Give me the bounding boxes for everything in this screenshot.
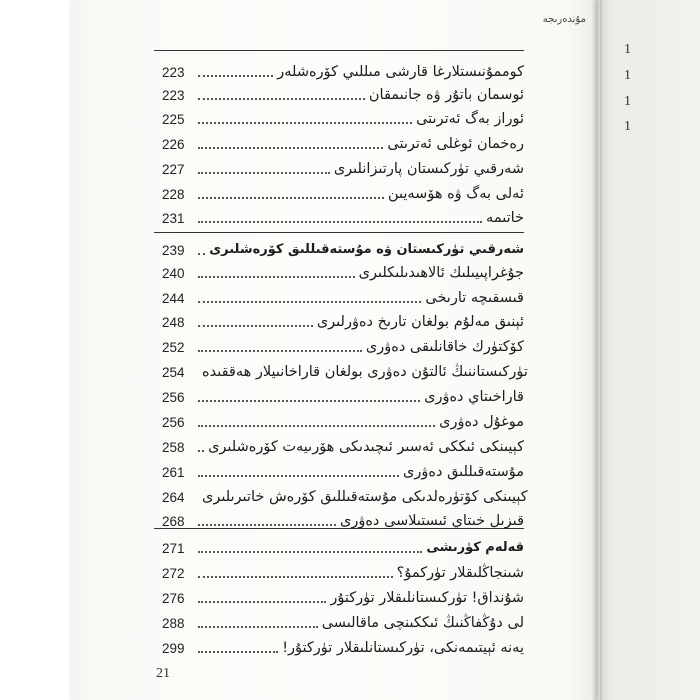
toc-entry bbox=[162, 105, 524, 129]
toc-title: كېيىنكى ئىككى ئەسىر ئىچىدىكى ھۆرىيەت كۆرەشلىرى bbox=[208, 439, 524, 455]
toc-title: جۇغراپىيىلىك ئالاھىدىلىكلىرى bbox=[358, 265, 524, 281]
toc-page-number: 299 bbox=[162, 641, 185, 656]
toc-title: قاراخىتاي دەۋرى bbox=[424, 389, 524, 405]
toc-page-number: 223 bbox=[162, 88, 185, 103]
toc-title: مۇستەقىللىق دەۋرى bbox=[403, 464, 524, 480]
toc-title: شىنجاڭلىقلار تۈركمۇ؟ bbox=[396, 565, 524, 581]
toc-entry bbox=[162, 458, 524, 482]
dot-leader bbox=[198, 550, 422, 553]
toc-page-number: 223 bbox=[162, 65, 185, 80]
dot-leader bbox=[198, 146, 383, 149]
toc-page-number: 261 bbox=[162, 465, 185, 480]
toc-page-number: 264 bbox=[162, 490, 185, 505]
dot-leader bbox=[198, 424, 435, 427]
book-spine bbox=[592, 0, 602, 700]
toc-title: قىزىل خىتاي ئىستىلاسى دەۋرى bbox=[339, 513, 524, 529]
toc-entry bbox=[162, 204, 524, 228]
toc-entry bbox=[162, 284, 524, 308]
toc-entry bbox=[162, 81, 524, 105]
toc-entry bbox=[162, 433, 524, 457]
toc-page-number: 258 bbox=[162, 440, 185, 455]
toc-title: رەخمان ئوغلى ئەترىتى bbox=[387, 136, 524, 152]
toc-title: قىسقىچە تارىخى bbox=[425, 290, 524, 306]
toc-title: شۇنداق! تۈركىستانلىقلار تۈركتۇر bbox=[330, 590, 524, 606]
toc-entry bbox=[162, 308, 524, 332]
toc-entry bbox=[162, 408, 524, 432]
toc-title: خاتىمە bbox=[486, 210, 524, 226]
toc-page-number: 252 bbox=[162, 340, 185, 355]
toc-title: ئېنىق مەلۇم بولغان تارىخ دەۋرلىرى bbox=[316, 314, 524, 330]
toc-page-number: 268 bbox=[162, 514, 185, 529]
toc-title: شەرقىي تۈركىستان پارتىزانلىرى bbox=[333, 161, 524, 177]
toc-page-number: 226 bbox=[162, 137, 185, 152]
facing-page-fragment: 1 bbox=[624, 94, 631, 109]
toc-page-number: 271 bbox=[162, 541, 185, 556]
toc-page-number: 272 bbox=[162, 566, 185, 581]
toc-entry bbox=[162, 358, 528, 382]
toc-page-number: 254 bbox=[162, 365, 185, 380]
toc-section-heading bbox=[162, 534, 524, 558]
toc-page-number: 240 bbox=[162, 266, 185, 281]
toc-title: كېيىنكى كۆتۈرەلدىكى مۇستەقىللىق كۆرەش خاتىرىلىرى bbox=[202, 489, 528, 505]
dot-leader bbox=[198, 74, 273, 77]
facing-page-edge bbox=[600, 0, 700, 700]
toc-section-heading bbox=[162, 236, 524, 260]
toc-entry bbox=[162, 609, 524, 633]
toc-page-number: 244 bbox=[162, 291, 185, 306]
toc-entry bbox=[162, 155, 524, 179]
dot-leader bbox=[198, 625, 318, 628]
toc-title: ئوسمان باتۇر ۋە جانىمقان bbox=[368, 87, 524, 103]
toc-page-number: 239 bbox=[162, 243, 185, 258]
dot-leader bbox=[198, 324, 313, 327]
toc-page-number: 231 bbox=[162, 211, 185, 226]
dot-leader bbox=[198, 575, 393, 578]
dot-leader bbox=[198, 600, 326, 603]
dot-leader bbox=[198, 97, 365, 100]
toc-page-number: 248 bbox=[162, 315, 185, 330]
toc-page-number: 276 bbox=[162, 591, 185, 606]
dot-leader bbox=[198, 449, 204, 452]
toc-title: كۆكتۈرك خاقانلىقى دەۋرى bbox=[365, 339, 524, 355]
toc-entry bbox=[162, 58, 524, 82]
facing-page-fragment: 1 bbox=[624, 68, 631, 83]
dot-leader bbox=[198, 171, 330, 174]
toc-title: لى دۇڭفاڭنىڭ ئىككىنچى ماقالىسى bbox=[321, 615, 524, 631]
toc-page-number: 227 bbox=[162, 162, 185, 177]
page-number: 21 bbox=[156, 666, 170, 681]
toc-page-number: 256 bbox=[162, 415, 185, 430]
toc-entry bbox=[162, 180, 524, 204]
toc-entry bbox=[162, 584, 524, 608]
toc-entry bbox=[162, 333, 524, 357]
dot-leader bbox=[198, 300, 421, 303]
dot-leader bbox=[198, 196, 384, 199]
dot-leader bbox=[198, 220, 482, 223]
dot-leader bbox=[198, 523, 336, 526]
dot-leader bbox=[198, 474, 399, 477]
dot-leader bbox=[198, 121, 412, 124]
section-rule bbox=[154, 232, 524, 233]
facing-page-fragment: 1 bbox=[624, 119, 631, 134]
toc-entry bbox=[162, 559, 524, 583]
dot-leader bbox=[198, 252, 205, 255]
dot-leader bbox=[198, 275, 355, 278]
toc-title: ئوراز بەگ ئەترىتى bbox=[416, 111, 524, 127]
toc-title: موغۇل دەۋرى bbox=[439, 414, 524, 430]
running-head: مۇندەرىجە bbox=[542, 14, 586, 25]
toc-entry bbox=[162, 634, 524, 658]
toc-entry bbox=[162, 483, 528, 507]
toc-entry bbox=[162, 507, 524, 531]
toc-entry bbox=[162, 383, 524, 407]
dot-leader bbox=[198, 650, 278, 653]
dot-leader bbox=[198, 399, 420, 402]
toc-title: يەنە ئېيتىمەنكى، تۈركىستانلىقلار تۈركتۇر! bbox=[282, 640, 524, 656]
toc-page-number: 225 bbox=[162, 112, 185, 127]
toc-title: ئەلى بەگ ۋە ھۆسەيىن bbox=[387, 186, 524, 202]
toc-title: قەلەم كۈرىشى bbox=[426, 540, 524, 555]
toc-entry bbox=[162, 259, 524, 283]
facing-page-fragment: 1 bbox=[624, 42, 631, 57]
toc-page-number: 288 bbox=[162, 616, 185, 631]
toc-page-number: 256 bbox=[162, 390, 185, 405]
toc-page-number: 228 bbox=[162, 187, 185, 202]
toc-entry bbox=[162, 130, 524, 154]
dot-leader bbox=[198, 349, 362, 352]
section-rule bbox=[154, 50, 524, 51]
toc-title: تۈركىستاننىڭ ئالتۇن دەۋرى بولغان قاراخانىيلار ھەققىدە bbox=[202, 364, 528, 380]
toc-title: شەرقىي تۈركىستان ۋە مۇستەقىللىق كۆرەشلىرى bbox=[209, 242, 524, 257]
toc-title: كوممۇنىستلارغا قارشى مىللىي كۆرەشلەر bbox=[277, 64, 524, 80]
